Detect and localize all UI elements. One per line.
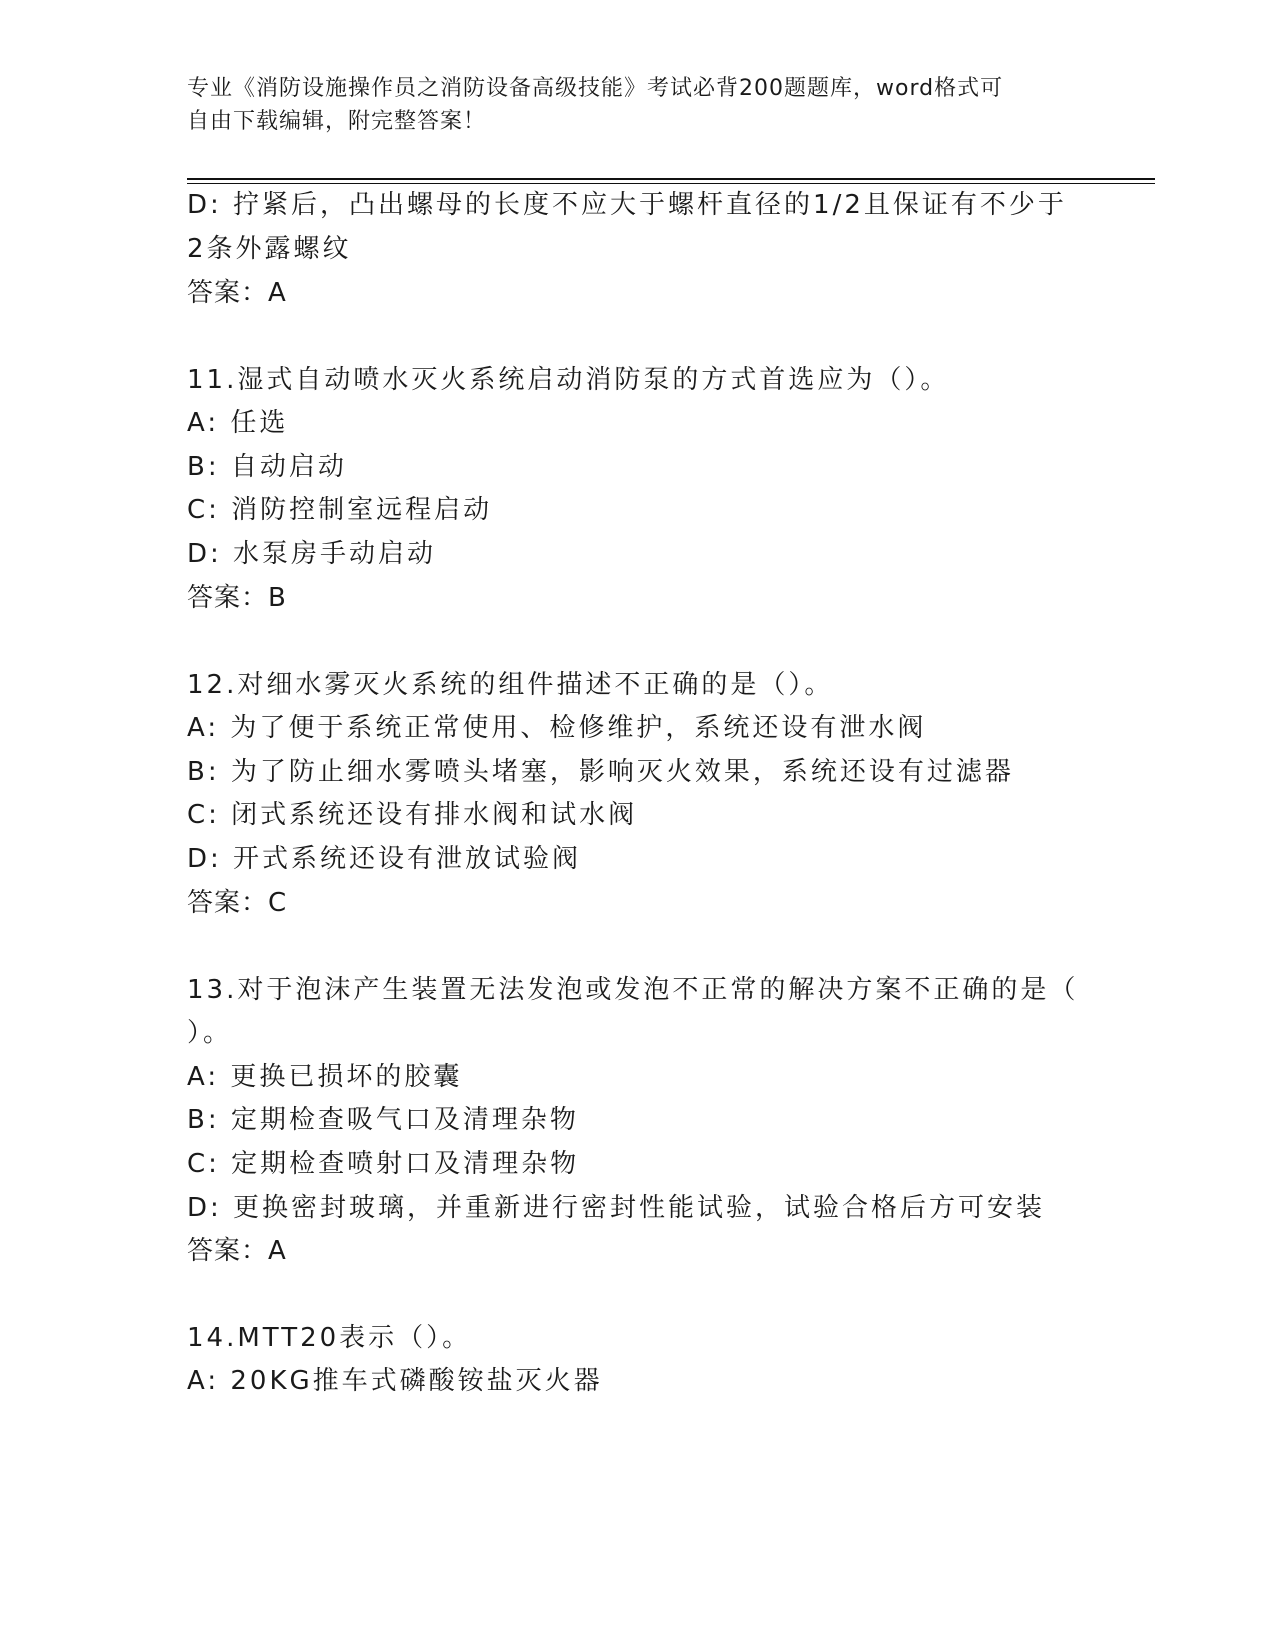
q13-option-a: A: 更换已损坏的胶囊 bbox=[187, 1062, 463, 1092]
q12-option-d: D: 开式系统还设有泄放试验阀 bbox=[187, 844, 582, 874]
q12-stem: 12.对细水雾灭火系统的组件描述不正确的是（）。 bbox=[187, 670, 834, 700]
header-line-2: 自由下载编辑，附完整答案！ bbox=[187, 109, 487, 134]
q11-option-d: D: 水泵房手动启动 bbox=[187, 539, 437, 569]
q13-option-b: B: 定期检查吸气口及清理杂物 bbox=[187, 1105, 579, 1135]
q13-answer: 答案：A bbox=[187, 1236, 287, 1266]
q13-stem-line-2: ）。 bbox=[187, 1018, 233, 1048]
header-divider-thin bbox=[187, 183, 1155, 184]
q12-option-b: B: 为了防止细水雾喷头堵塞，影响灭火效果，系统还设有过滤器 bbox=[187, 757, 1014, 787]
document-header bbox=[187, 72, 1067, 138]
q13-option-c: C: 定期检查喷射口及清理杂物 bbox=[187, 1149, 580, 1179]
q12-answer: 答案：C bbox=[187, 888, 288, 918]
q13-option-d: D: 更换密封玻璃，并重新进行密封性能试验，试验合格后方可安装 bbox=[187, 1193, 1046, 1223]
header-divider-thick bbox=[187, 178, 1155, 180]
q11-answer: 答案：B bbox=[187, 583, 287, 613]
q11-option-a: A: 任选 bbox=[187, 408, 289, 438]
q11-option-b: B: 自动启动 bbox=[187, 452, 347, 482]
q12-option-a: A: 为了便于系统正常使用、检修维护，系统还设有泄水阀 bbox=[187, 713, 927, 743]
q14-stem: 14.MTT20表示（）。 bbox=[187, 1323, 472, 1353]
q11-option-c: C: 消防控制室远程启动 bbox=[187, 495, 493, 525]
header-line-1: 专业《消防设施操作员之消防设备高级技能》考试必背200题题库，word格式可 bbox=[187, 76, 1004, 101]
q13-stem-line-1: 13.对于泡沫产生装置无法发泡或发泡不正常的解决方案不正确的是（ bbox=[187, 975, 1079, 1005]
q11-stem: 11.湿式自动喷水灭火系统启动消防泵的方式首选应为（）。 bbox=[187, 365, 950, 395]
q12-option-c: C: 闭式系统还设有排水阀和试水阀 bbox=[187, 800, 638, 830]
q10-answer: 答案：A bbox=[187, 278, 287, 308]
q14-option-a: A: 20KG推车式磷酸铵盐灭火器 bbox=[187, 1366, 603, 1396]
q10-option-d-line-2: 2条外露螺纹 bbox=[187, 234, 352, 264]
q10-option-d-line-1: D: 拧紧后，凸出螺母的长度不应大于螺杆直径的1/2且保证有不少于 bbox=[187, 190, 1067, 220]
